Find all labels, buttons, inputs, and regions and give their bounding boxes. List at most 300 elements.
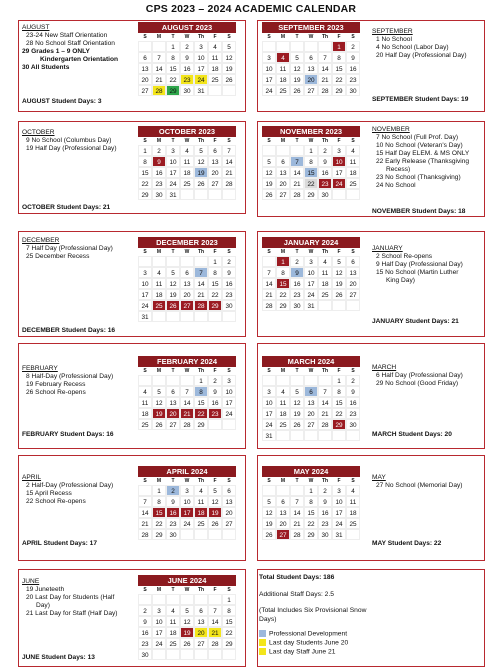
calendar-day: 14 <box>180 397 194 408</box>
note-line: 7 No School (Full Prof. Day) <box>376 134 459 141</box>
calendar-day: 6 <box>208 145 222 156</box>
day-of-week-label: F <box>337 34 341 40</box>
note-line: King Day) <box>386 277 415 284</box>
calendar-day: 30 <box>138 649 152 660</box>
calendar-day <box>152 649 166 660</box>
day-of-week-label: S <box>351 34 355 40</box>
calendar-day: 18 <box>346 167 360 178</box>
note-line: 22 Early Release (Thanksgiving <box>376 158 470 165</box>
calendar-day <box>166 256 180 267</box>
calendar-day <box>262 375 276 386</box>
calendar-day: 27 <box>304 85 318 96</box>
calendar-day: 11 <box>346 156 360 167</box>
calendar-day: 10 <box>194 52 208 63</box>
calendar-day: 26 <box>222 74 236 85</box>
notes-month-name: MAY <box>372 474 386 481</box>
month-notes <box>372 126 469 190</box>
note-line: 25 December Recess <box>26 253 90 260</box>
calendar-day: 31 <box>304 300 318 311</box>
calendar-day: 2 <box>346 41 360 52</box>
calendar-day: 26 <box>290 419 304 430</box>
legend-swatch <box>259 648 266 655</box>
note-line: 6 Half Day (Professional Day) <box>376 372 463 379</box>
calendar-day: 5 <box>262 156 276 167</box>
day-of-week-label: S <box>143 249 147 255</box>
day-of-week-label: S <box>227 478 231 484</box>
calendar-day: 12 <box>222 52 236 63</box>
calendar-day: 16 <box>318 507 332 518</box>
calendar-day: 1 <box>222 594 236 605</box>
student-days: JUNE Student Days: 13 <box>22 654 95 661</box>
note-line: 19 Half Day (Professional Day) <box>26 145 117 152</box>
calendar-day: 1 <box>166 41 180 52</box>
student-days: APRIL Student Days: 17 <box>22 540 97 547</box>
calendar-day: 23 <box>346 408 360 419</box>
calendar-day: 18 <box>276 74 290 85</box>
calendar-day: 8 <box>332 52 346 63</box>
month-calendar <box>138 575 236 660</box>
calendar-day: 15 <box>194 397 208 408</box>
calendar-day <box>166 649 180 660</box>
calendar-day: 25 <box>318 289 332 300</box>
day-of-week-label: M <box>280 478 286 484</box>
calendar-day: 21 <box>318 408 332 419</box>
calendar-day: 13 <box>166 397 180 408</box>
calendar-day: 20 <box>166 408 180 419</box>
day-of-week-label: S <box>351 478 355 484</box>
calendar-day: 4 <box>346 485 360 496</box>
calendar-day: 3 <box>332 145 346 156</box>
day-of-week-label: M <box>156 368 162 374</box>
day-of-week-label: S <box>143 34 147 40</box>
calendar-day: 17 <box>262 74 276 85</box>
calendar-day: 25 <box>152 300 166 311</box>
calendar-day: 16 <box>138 627 152 638</box>
day-of-week-label: S <box>227 34 231 40</box>
calendar-day <box>194 311 208 322</box>
note-line: 24 No School <box>376 182 416 189</box>
calendar-day: 18 <box>194 507 208 518</box>
calendar-day <box>208 85 222 96</box>
notes-month-name: NOVEMBER <box>372 126 410 133</box>
day-of-week-label: F <box>213 587 217 593</box>
calendar-day: 11 <box>276 63 290 74</box>
calendar-day: 2 <box>318 485 332 496</box>
legend-swatch <box>259 639 266 646</box>
calendar-day: 5 <box>290 386 304 397</box>
calendar-day: 5 <box>152 386 166 397</box>
month-notes <box>22 237 113 261</box>
calendar-day: 4 <box>276 386 290 397</box>
calendar-day: 30 <box>290 300 304 311</box>
note-line: 29 Grades 1 – 9 ONLY <box>22 48 90 55</box>
calendar-day: 2 <box>166 485 180 496</box>
calendar-day <box>180 375 194 386</box>
day-of-week-label: M <box>280 34 286 40</box>
calendar-day <box>346 189 360 200</box>
calendar-day: 1 <box>138 145 152 156</box>
note-line: Kindergarten Orientation <box>40 56 119 63</box>
calendar-day <box>332 430 346 441</box>
calendar-day: 1 <box>194 375 208 386</box>
day-of-week-label: M <box>280 368 286 374</box>
day-of-week-label: Th <box>197 249 205 255</box>
calendar-day: 8 <box>332 386 346 397</box>
day-of-week-label: M <box>280 249 286 255</box>
calendar-day: 13 <box>304 63 318 74</box>
calendar-day: 14 <box>138 507 152 518</box>
student-days: NOVEMBER Student Days: 18 <box>372 208 466 215</box>
calendar-day: 15 <box>304 507 318 518</box>
day-of-week-label: S <box>227 368 231 374</box>
calendar-day: 30 <box>152 189 166 200</box>
calendar-day: 19 <box>262 518 276 529</box>
month-header: SEPTEMBER 2023 <box>262 22 360 33</box>
day-of-week-label: Th <box>321 34 329 40</box>
month-header: JANUARY 2024 <box>262 237 360 248</box>
calendar-day: 26 <box>152 419 166 430</box>
day-of-week-label: W <box>184 249 190 255</box>
calendar-day: 8 <box>276 267 290 278</box>
day-of-week-label: W <box>184 478 190 484</box>
day-of-week-label: F <box>213 368 217 374</box>
calendar-day: 1 <box>332 41 346 52</box>
day-of-week-label: M <box>156 587 162 593</box>
note-line: 19 Juneteeth <box>26 586 65 593</box>
calendar-day: 12 <box>180 616 194 627</box>
day-of-week-label: Th <box>321 478 329 484</box>
day-of-week-label: Th <box>321 368 329 374</box>
calendar-day: 24 <box>262 85 276 96</box>
day-of-week-label: T <box>295 478 299 484</box>
day-of-week-label: F <box>213 249 217 255</box>
calendar-day: 28 <box>194 300 208 311</box>
calendar-day <box>332 189 346 200</box>
notes-month-name: MARCH <box>372 364 397 371</box>
calendar-day: 21 <box>152 74 166 85</box>
calendar-day: 5 <box>262 496 276 507</box>
calendar-day <box>194 649 208 660</box>
calendar-day: 4 <box>208 41 222 52</box>
legend-label: Professional Development <box>269 630 348 638</box>
calendar-day: 12 <box>290 397 304 408</box>
calendar-day: 7 <box>290 496 304 507</box>
day-of-week-label: Th <box>197 587 205 593</box>
calendar-day: 22 <box>332 74 346 85</box>
calendar-day: 5 <box>166 267 180 278</box>
calendar-day: 17 <box>152 627 166 638</box>
calendar-day: 25 <box>346 178 360 189</box>
note-line: 2 Half-Day (Professional Day) <box>26 482 114 489</box>
calendar-day: 6 <box>304 386 318 397</box>
calendar-day: 6 <box>276 156 290 167</box>
month-notes <box>22 474 113 506</box>
calendar-day: 8 <box>304 156 318 167</box>
calendar-day: 30 <box>222 300 236 311</box>
calendar-day: 11 <box>166 616 180 627</box>
month-notes <box>22 24 118 72</box>
day-of-week-label: S <box>351 368 355 374</box>
day-of-week-label: Th <box>197 478 205 484</box>
calendar-day: 2 <box>152 145 166 156</box>
calendar-day: 6 <box>304 52 318 63</box>
calendar-day: 25 <box>166 638 180 649</box>
notes-month-name: OCTOBER <box>22 129 55 136</box>
calendar-day: 4 <box>166 605 180 616</box>
calendar-day: 29 <box>304 189 318 200</box>
calendar-day <box>318 300 332 311</box>
calendar-day: 22 <box>304 518 318 529</box>
calendar-day: 24 <box>332 518 346 529</box>
calendar-day: 31 <box>194 85 208 96</box>
day-of-week-label: F <box>337 138 341 144</box>
calendar-day: 25 <box>194 518 208 529</box>
calendar-day: 16 <box>318 167 332 178</box>
day-of-week-label: W <box>308 34 314 40</box>
calendar-day <box>222 85 236 96</box>
calendar-day: 2 <box>208 375 222 386</box>
calendar-day: 25 <box>276 419 290 430</box>
calendar-day: 23 <box>166 518 180 529</box>
calendar-day <box>208 649 222 660</box>
calendar-day <box>138 485 152 496</box>
calendar-day: 14 <box>152 63 166 74</box>
notes-month-name: APRIL <box>22 474 42 481</box>
calendar-day <box>222 419 236 430</box>
calendar-day: 2 <box>346 375 360 386</box>
calendar-day: 9 <box>318 496 332 507</box>
calendar-day: 19 <box>194 167 208 178</box>
calendar-day: 3 <box>180 485 194 496</box>
calendar-day: 22 <box>152 518 166 529</box>
note-line: 30 All Students <box>22 64 70 71</box>
calendar-day: 17 <box>180 507 194 518</box>
day-of-week-label: T <box>171 368 175 374</box>
month-calendar <box>138 22 236 96</box>
note-line: 20 Last Day for Students (Half <box>26 594 115 601</box>
calendar-day: 16 <box>346 63 360 74</box>
calendar-day: 25 <box>346 518 360 529</box>
calendar-day: 11 <box>194 496 208 507</box>
calendar-day: 27 <box>222 518 236 529</box>
calendar-day: 26 <box>194 178 208 189</box>
calendar-day: 5 <box>332 256 346 267</box>
calendar-day: 22 <box>276 289 290 300</box>
calendar-day: 2 <box>180 41 194 52</box>
day-of-week-label: T <box>295 138 299 144</box>
calendar-day: 13 <box>180 278 194 289</box>
calendar-day: 20 <box>304 74 318 85</box>
day-of-week-label: S <box>227 249 231 255</box>
calendar-day: 22 <box>138 178 152 189</box>
calendar-day: 9 <box>222 267 236 278</box>
calendar-day <box>304 41 318 52</box>
calendar-day: 15 <box>138 167 152 178</box>
calendar-day: 13 <box>222 496 236 507</box>
calendar-day: 20 <box>346 278 360 289</box>
calendar-day <box>318 430 332 441</box>
calendar-day: 13 <box>208 156 222 167</box>
month-notes <box>372 474 462 490</box>
calendar-day: 29 <box>194 419 208 430</box>
calendar-day: 20 <box>138 74 152 85</box>
calendar-day: 12 <box>290 63 304 74</box>
calendar-day: 27 <box>138 85 152 96</box>
calendar-day <box>304 430 318 441</box>
student-days: JANUARY Student Days: 21 <box>372 318 459 325</box>
day-of-week-label: F <box>213 34 217 40</box>
day-of-week-label: T <box>295 368 299 374</box>
calendar-day: 26 <box>262 189 276 200</box>
calendar-day: 2 <box>138 605 152 616</box>
note-line: 1 No School <box>376 36 412 43</box>
calendar-day: 22 <box>304 178 318 189</box>
calendar-day: 30 <box>318 529 332 540</box>
note-line: Recess) <box>386 166 411 173</box>
calendar-day <box>290 375 304 386</box>
calendar-day <box>318 375 332 386</box>
calendar-day: 30 <box>166 529 180 540</box>
calendar-day: 19 <box>290 74 304 85</box>
calendar-day: 10 <box>180 496 194 507</box>
calendar-day: 24 <box>304 289 318 300</box>
calendar-day: 11 <box>152 278 166 289</box>
calendar-day: 19 <box>262 178 276 189</box>
day-of-week-label: T <box>171 138 175 144</box>
calendar-day: 14 <box>318 397 332 408</box>
month-header: OCTOBER 2023 <box>138 126 236 137</box>
calendar-day: 5 <box>180 605 194 616</box>
calendar-day: 18 <box>276 408 290 419</box>
note-line: 15 April Recess <box>26 490 72 497</box>
day-of-week-label: W <box>308 249 314 255</box>
note-line: 23 No School (Thanksgiving) <box>376 174 461 181</box>
calendar-day: 21 <box>262 289 276 300</box>
calendar-day: 4 <box>318 256 332 267</box>
note-line: 21 Last Day for Staff (Half Day) <box>26 610 118 617</box>
calendar-day: 23 <box>152 178 166 189</box>
calendar-day: 30 <box>346 419 360 430</box>
note-line: Day) <box>36 602 50 609</box>
calendar-day <box>262 256 276 267</box>
calendar-day: 18 <box>346 507 360 518</box>
summary-text <box>259 574 369 656</box>
calendar-day: 10 <box>332 156 346 167</box>
calendar-day: 10 <box>262 63 276 74</box>
calendar-day: 29 <box>276 300 290 311</box>
calendar-day: 28 <box>138 529 152 540</box>
calendar-day: 14 <box>208 616 222 627</box>
day-of-week-label: Th <box>321 138 329 144</box>
calendar-day: 8 <box>166 52 180 63</box>
calendar-day: 12 <box>166 278 180 289</box>
day-of-week-label: S <box>227 587 231 593</box>
day-of-week-label: F <box>213 138 217 144</box>
note-line: 19 February Recess <box>26 381 86 388</box>
calendar-day: 20 <box>194 627 208 638</box>
calendar-day: 1 <box>332 375 346 386</box>
month-calendar <box>138 466 236 540</box>
calendar-day: 18 <box>208 63 222 74</box>
calendar-day: 4 <box>346 145 360 156</box>
notes-month-name: JANUARY <box>372 245 403 252</box>
note-line: 20 Half Day (Professional Day) <box>376 52 467 59</box>
calendar-day: 28 <box>262 300 276 311</box>
calendar-day: 10 <box>332 496 346 507</box>
calendar-day: 11 <box>276 397 290 408</box>
legend-label: Last day Students June 20 <box>269 639 349 647</box>
calendar-day: 13 <box>276 167 290 178</box>
calendar-day: 21 <box>290 178 304 189</box>
calendar-day: 31 <box>262 430 276 441</box>
calendar-day: 23 <box>318 178 332 189</box>
calendar-day: 19 <box>166 289 180 300</box>
calendar-day: 26 <box>166 300 180 311</box>
calendar-day: 23 <box>222 289 236 300</box>
month-header: JUNE 2024 <box>138 575 236 586</box>
calendar-day: 9 <box>138 616 152 627</box>
calendar-day: 29 <box>152 529 166 540</box>
calendar-day: 22 <box>166 74 180 85</box>
calendar-day: 14 <box>194 278 208 289</box>
calendar-day <box>290 145 304 156</box>
note-line: 23-24 New Staff Orientation <box>26 32 108 39</box>
calendar-day: 15 <box>166 63 180 74</box>
day-of-week-label: F <box>337 368 341 374</box>
student-days: OCTOBER Student Days: 21 <box>22 204 111 211</box>
day-of-week-label: Th <box>197 34 205 40</box>
calendar-day <box>194 256 208 267</box>
calendar-day: 20 <box>180 289 194 300</box>
calendar-day <box>194 189 208 200</box>
calendar-day <box>208 594 222 605</box>
day-of-week-label: W <box>184 587 190 593</box>
calendar-day: 27 <box>276 189 290 200</box>
calendar-day: 5 <box>290 52 304 63</box>
calendar-day: 3 <box>262 52 276 63</box>
student-days: DECEMBER Student Days: 16 <box>22 327 116 334</box>
notes-month-name: SEPTEMBER <box>372 28 413 35</box>
calendar-day: 24 <box>194 74 208 85</box>
calendar-day: 19 <box>180 627 194 638</box>
calendar-day: 25 <box>208 74 222 85</box>
day-of-week-label: Th <box>197 138 205 144</box>
calendar-day <box>152 594 166 605</box>
calendar-day: 6 <box>166 386 180 397</box>
month-calendar <box>262 22 360 96</box>
month-header: APRIL 2024 <box>138 466 236 477</box>
calendar-day: 11 <box>180 156 194 167</box>
calendar-day: 6 <box>138 52 152 63</box>
day-of-week-label: F <box>337 249 341 255</box>
note-line: 7 Half Day (Professional Day) <box>26 245 113 252</box>
month-notes <box>22 578 118 618</box>
calendar-day: 19 <box>222 63 236 74</box>
calendar-day: 13 <box>346 267 360 278</box>
calendar-day <box>152 256 166 267</box>
calendar-day: 23 <box>318 518 332 529</box>
notes-month-name: DECEMBER <box>22 237 60 244</box>
calendar-day: 20 <box>222 507 236 518</box>
calendar-day: 28 <box>318 85 332 96</box>
calendar-day: 7 <box>138 496 152 507</box>
calendar-day: 23 <box>346 74 360 85</box>
day-of-week-label: W <box>184 368 190 374</box>
calendar-day <box>346 529 360 540</box>
calendar-day: 9 <box>346 52 360 63</box>
month-header: MAY 2024 <box>262 466 360 477</box>
calendar-day: 15 <box>208 278 222 289</box>
